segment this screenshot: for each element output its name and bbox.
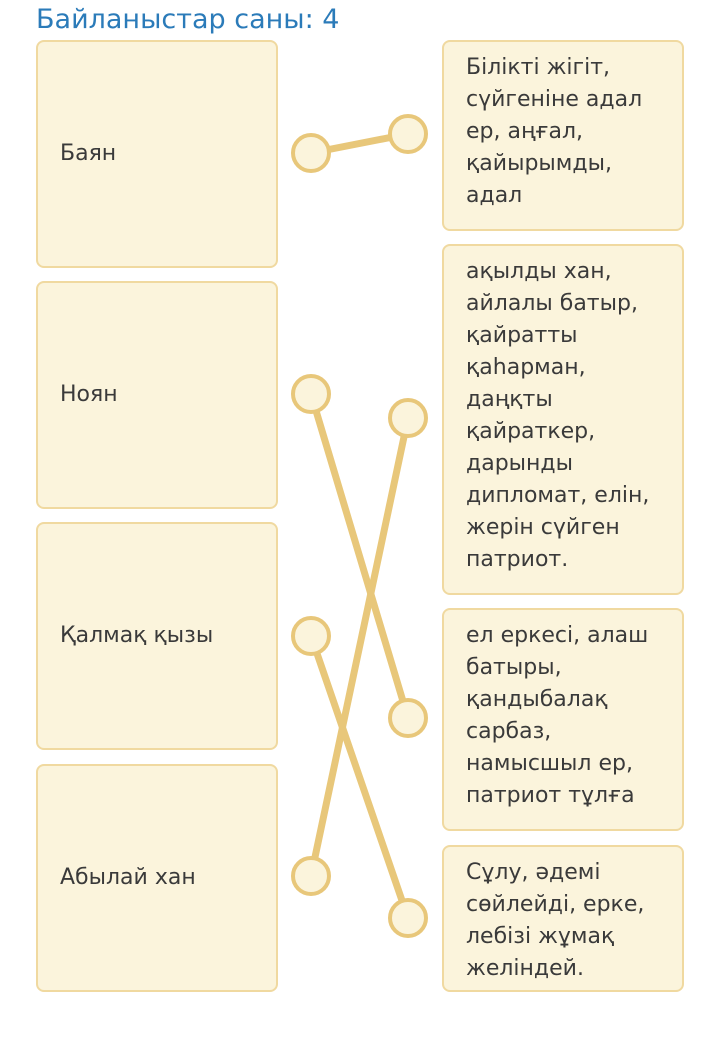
left-card-label: Қалмақ қызы	[60, 623, 214, 648]
right-card-text: Сұлу, әдемі сөйлейді, ерке, лебізі жұмақ желіндей.	[466, 860, 645, 981]
right-connector-handle-2[interactable]	[390, 400, 426, 436]
left-card-label: Баян	[60, 141, 117, 166]
right-connector-handle-3[interactable]	[390, 700, 426, 736]
right-card-text: ел еркесі, алаш батыры, қандыбалақ сарбаз, намысшыл ер, патриот тұлға	[466, 623, 649, 808]
connections-count-header: Байланыстар саны: 4	[36, 4, 340, 35]
left-card-label: Абылай хан	[60, 865, 196, 890]
left-connector-handle-2[interactable]	[293, 376, 329, 412]
left-connector-handle-3[interactable]	[293, 618, 329, 654]
right-connector-handle-1[interactable]	[390, 116, 426, 152]
right-connector-handle-4[interactable]	[390, 900, 426, 936]
left-connector-handle-1[interactable]	[293, 135, 329, 171]
left-connector-handle-4[interactable]	[293, 858, 329, 894]
right-card-text: ақылды хан, айлалы батыр, қайратты қаһарман, даңқты қайраткер, дарынды дипломат, елін, жерін сүйген патриот.	[466, 259, 650, 572]
right-card-text: Білікті жігіт, сүйгеніне адал ер, аңғал, қайырымды, адал	[466, 55, 643, 208]
left-card-label: Ноян	[60, 382, 118, 407]
